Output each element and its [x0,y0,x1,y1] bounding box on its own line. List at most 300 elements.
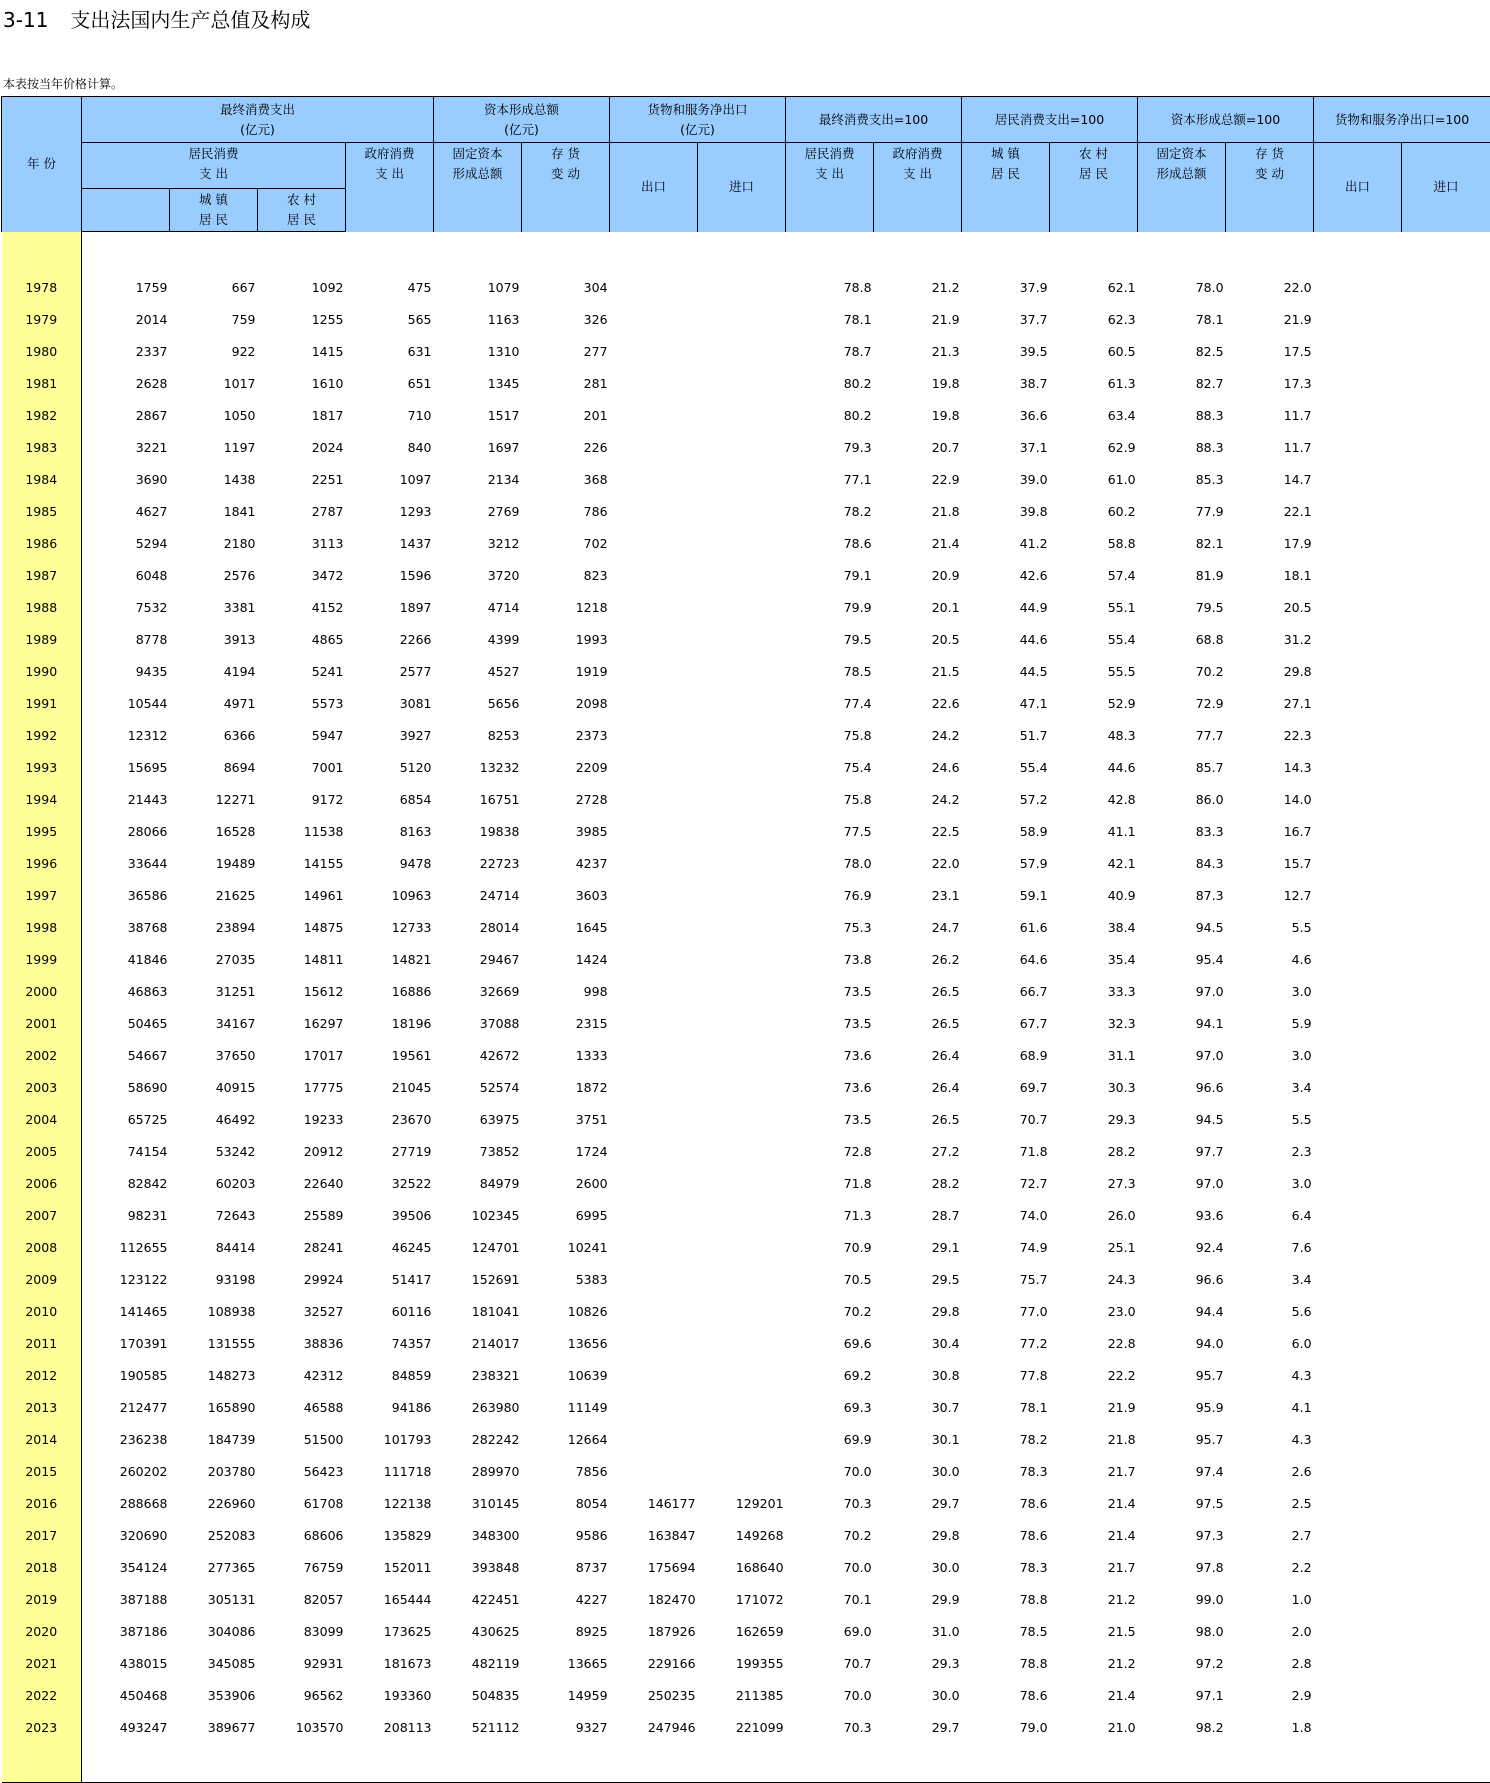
value-cell: 95.9 [1138,1392,1226,1424]
table-row [2,528,1490,560]
year-cell: 2006 [2,1168,82,1200]
value-cell: 77.9 [1138,496,1226,528]
value-cell: 21.2 [874,272,962,304]
value-cell: 3603 [522,880,610,912]
value-cell: 1415 [258,336,346,368]
value-cell: 922 [170,336,258,368]
value-cell: 21.5 [1050,1616,1138,1648]
value-cell: 70.2 [786,1520,874,1552]
value-cell: 2098 [522,688,610,720]
value-cell [698,1072,786,1104]
value-cell: 37.7 [962,304,1050,336]
table-row [2,1552,1490,1584]
year-cell: 1988 [2,592,82,624]
value-cell [1314,720,1402,752]
spacer-cell [170,1744,258,1783]
value-cell: 64.6 [962,944,1050,976]
value-cell: 482119 [434,1648,522,1680]
value-cell: 214017 [434,1328,522,1360]
table-row [2,1008,1490,1040]
value-cell: 37.9 [962,272,1050,304]
value-cell: 211385 [698,1680,786,1712]
spacer-cell [434,1744,522,1783]
value-cell [698,272,786,304]
value-cell [1314,496,1402,528]
value-cell: 57.2 [962,784,1050,816]
value-cell: 1333 [522,1040,610,1072]
value-cell: 72.9 [1138,688,1226,720]
value-cell: 94.5 [1138,912,1226,944]
value-cell: 66.7 [962,976,1050,1008]
value-cell: 149268 [698,1520,786,1552]
year-cell: 1999 [2,944,82,976]
value-cell [1314,880,1402,912]
value-cell: 72.8 [786,1136,874,1168]
value-cell: 170391 [82,1328,170,1360]
page-title [3,4,310,33]
value-cell: 65725 [82,1104,170,1136]
value-cell: 1092 [258,272,346,304]
table-row [2,1072,1490,1104]
value-cell: 521112 [434,1712,522,1744]
value-cell: 9586 [522,1520,610,1552]
value-cell [610,1328,698,1360]
value-cell [1314,688,1402,720]
value-cell: 84414 [170,1232,258,1264]
value-cell: 42.1 [1050,848,1138,880]
value-cell: 55.1 [1050,592,1138,624]
value-cell: 68606 [258,1520,346,1552]
value-cell: 78.5 [786,656,874,688]
value-cell: 226 [522,432,610,464]
value-cell: 29.8 [1226,656,1314,688]
value-cell [1402,1680,1490,1712]
header-rural: 农 村 居 民 [258,189,346,232]
value-cell: 998 [522,976,610,1008]
value-cell: 41.1 [1050,816,1138,848]
value-cell [1314,1392,1402,1424]
value-cell: 80.2 [786,368,874,400]
value-cell: 304 [522,272,610,304]
value-cell: 69.3 [786,1392,874,1424]
value-cell [1402,1328,1490,1360]
value-cell: 565 [346,304,434,336]
value-cell [610,880,698,912]
value-cell: 31.0 [874,1616,962,1648]
value-cell: 1759 [82,272,170,304]
spacer-cell [1226,232,1314,273]
value-cell: 55.4 [962,752,1050,784]
value-cell: 3381 [170,592,258,624]
value-cell [1402,400,1490,432]
header-net-exports: 货物和服务净出口 (亿元) [610,97,786,143]
value-cell: 9478 [346,848,434,880]
table-row [2,1232,1490,1264]
value-cell: 14821 [346,944,434,976]
value-cell [1402,1616,1490,1648]
year-cell: 2004 [2,1104,82,1136]
value-cell: 56423 [258,1456,346,1488]
value-cell: 21.3 [874,336,962,368]
value-cell: 250235 [610,1680,698,1712]
value-cell [1402,1264,1490,1296]
value-cell: 98231 [82,1200,170,1232]
spacer-cell [1050,232,1138,273]
value-cell [698,720,786,752]
value-cell: 34167 [170,1008,258,1040]
value-cell [1314,1648,1402,1680]
value-cell: 29.9 [874,1584,962,1616]
value-cell: 389677 [170,1712,258,1744]
table-row [2,1648,1490,1680]
value-cell [1402,368,1490,400]
value-cell: 5656 [434,688,522,720]
value-cell: 78.6 [962,1520,1050,1552]
value-cell [610,944,698,976]
value-cell [610,592,698,624]
table-row [2,1584,1490,1616]
value-cell: 38836 [258,1328,346,1360]
value-cell: 1993 [522,624,610,656]
value-cell: 16.7 [1226,816,1314,848]
value-cell: 14959 [522,1680,610,1712]
value-cell: 4.1 [1226,1392,1314,1424]
value-cell [610,496,698,528]
value-cell: 1255 [258,304,346,336]
value-cell: 475 [346,272,434,304]
value-cell [610,368,698,400]
value-cell: 21443 [82,784,170,816]
value-cell: 3.0 [1226,1040,1314,1072]
table-row [2,368,1490,400]
value-cell: 493247 [82,1712,170,1744]
value-cell: 3690 [82,464,170,496]
value-cell: 75.4 [786,752,874,784]
value-cell: 11149 [522,1392,610,1424]
value-cell: 97.1 [1138,1680,1226,1712]
value-cell: 1817 [258,400,346,432]
value-cell: 94186 [346,1392,434,1424]
value-cell: 21.9 [1226,304,1314,336]
value-cell: 55.5 [1050,656,1138,688]
value-cell: 26.4 [874,1040,962,1072]
value-cell [610,1360,698,1392]
year-cell: 2011 [2,1328,82,1360]
value-cell [1314,848,1402,880]
value-cell: 30.0 [874,1680,962,1712]
value-cell: 201 [522,400,610,432]
value-cell: 21.4 [1050,1520,1138,1552]
value-cell: 22640 [258,1168,346,1200]
value-cell: 68.9 [962,1040,1050,1072]
spacer-cell [786,232,874,273]
value-cell: 651 [346,368,434,400]
value-cell: 25589 [258,1200,346,1232]
value-cell [698,688,786,720]
year-cell: 1991 [2,688,82,720]
value-cell: 83099 [258,1616,346,1648]
value-cell: 25.1 [1050,1232,1138,1264]
value-cell [698,1328,786,1360]
value-cell: 85.7 [1138,752,1226,784]
value-cell: 14875 [258,912,346,944]
value-cell: 2134 [434,464,522,496]
value-cell: 48.3 [1050,720,1138,752]
table-row [2,880,1490,912]
value-cell: 21.5 [874,656,962,688]
value-cell: 5383 [522,1264,610,1296]
value-cell: 7532 [82,592,170,624]
value-cell: 1079 [434,272,522,304]
spacer-cell [698,1744,786,1783]
value-cell [1314,304,1402,336]
value-cell [610,1392,698,1424]
header-urban: 城 镇 居 民 [170,189,258,232]
value-cell: 7.6 [1226,1232,1314,1264]
value-cell: 6.4 [1226,1200,1314,1232]
value-cell: 1596 [346,560,434,592]
value-cell: 823 [522,560,610,592]
value-cell: 33644 [82,848,170,880]
value-cell: 5.5 [1226,1104,1314,1136]
table-row [2,1488,1490,1520]
value-cell [698,1456,786,1488]
value-cell: 2180 [170,528,258,560]
value-cell: 99.0 [1138,1584,1226,1616]
value-cell: 70.7 [962,1104,1050,1136]
value-cell: 5241 [258,656,346,688]
value-cell: 2577 [346,656,434,688]
value-cell: 50465 [82,1008,170,1040]
value-cell: 70.7 [786,1648,874,1680]
value-cell: 69.2 [786,1360,874,1392]
value-cell: 24.6 [874,752,962,784]
value-cell: 131555 [170,1328,258,1360]
value-cell [1402,1072,1490,1104]
value-cell: 260202 [82,1456,170,1488]
value-cell: 19.8 [874,368,962,400]
value-cell: 70.3 [786,1488,874,1520]
value-cell [698,656,786,688]
value-cell: 46492 [170,1104,258,1136]
value-cell: 88.3 [1138,432,1226,464]
value-cell: 30.1 [874,1424,962,1456]
value-cell [610,1200,698,1232]
value-cell: 97.2 [1138,1648,1226,1680]
spacer-cell [874,232,962,273]
value-cell [1402,944,1490,976]
value-cell [698,368,786,400]
value-cell: 75.8 [786,784,874,816]
table-row [2,1200,1490,1232]
value-cell: 88.3 [1138,400,1226,432]
value-cell: 353906 [170,1680,258,1712]
value-cell: 14.7 [1226,464,1314,496]
value-cell: 83.3 [1138,816,1226,848]
value-cell: 78.8 [962,1648,1050,1680]
spacer-cell [2,232,82,273]
value-cell [698,1424,786,1456]
value-cell: 2373 [522,720,610,752]
year-cell: 2012 [2,1360,82,1392]
year-cell: 2002 [2,1040,82,1072]
value-cell [610,464,698,496]
value-cell: 31.1 [1050,1040,1138,1072]
value-cell: 52.9 [1050,688,1138,720]
value-cell [610,1456,698,1488]
value-cell: 96562 [258,1680,346,1712]
value-cell: 3.0 [1226,976,1314,1008]
value-cell: 26.5 [874,1008,962,1040]
spacer-cell [610,1744,698,1783]
value-cell: 2728 [522,784,610,816]
value-cell [610,560,698,592]
value-cell: 71.8 [962,1136,1050,1168]
year-cell: 2010 [2,1296,82,1328]
value-cell: 1310 [434,336,522,368]
value-cell: 20.1 [874,592,962,624]
table-row [2,400,1490,432]
value-cell [1402,1360,1490,1392]
year-cell: 2000 [2,976,82,1008]
value-cell [1402,912,1490,944]
value-cell [1314,464,1402,496]
value-cell: 1017 [170,368,258,400]
value-cell: 786 [522,496,610,528]
value-cell [1314,1424,1402,1456]
value-cell: 21.9 [1050,1392,1138,1424]
value-cell: 10826 [522,1296,610,1328]
value-cell: 69.0 [786,1616,874,1648]
table-row [2,1360,1490,1392]
year-cell: 2008 [2,1232,82,1264]
value-cell [698,1008,786,1040]
value-cell [610,656,698,688]
spacer-cell [258,1744,346,1783]
value-cell: 21.7 [1050,1552,1138,1584]
value-cell: 86.0 [1138,784,1226,816]
value-cell: 163847 [610,1520,698,1552]
value-cell [698,976,786,1008]
value-cell: 19489 [170,848,258,880]
spacer-cell [434,232,522,273]
value-cell: 4.6 [1226,944,1314,976]
value-cell: 3927 [346,720,434,752]
value-cell [1314,816,1402,848]
value-cell: 41846 [82,944,170,976]
value-cell [1314,560,1402,592]
value-cell: 23894 [170,912,258,944]
table-row [2,560,1490,592]
value-cell [1314,1232,1402,1264]
value-cell [1402,1008,1490,1040]
header-pct-household: 居民消费 支 出 [786,143,874,232]
year-cell: 1980 [2,336,82,368]
value-cell: 1872 [522,1072,610,1104]
value-cell: 92.4 [1138,1232,1226,1264]
value-cell: 70.0 [786,1680,874,1712]
value-cell: 2576 [170,560,258,592]
value-cell: 710 [346,400,434,432]
value-cell [1402,272,1490,304]
value-cell: 22.3 [1226,720,1314,752]
value-cell: 20.9 [874,560,962,592]
value-cell: 326 [522,304,610,336]
value-cell [1314,656,1402,688]
value-cell: 9327 [522,1712,610,1744]
header-household-blank [82,189,170,232]
value-cell [698,1392,786,1424]
value-cell: 6366 [170,720,258,752]
value-cell: 97.3 [1138,1520,1226,1552]
value-cell [698,464,786,496]
value-cell: 38.4 [1050,912,1138,944]
value-cell [1314,944,1402,976]
value-cell: 93.6 [1138,1200,1226,1232]
value-cell: 10963 [346,880,434,912]
value-cell [610,848,698,880]
value-cell: 4627 [82,496,170,528]
value-cell [610,1008,698,1040]
value-cell: 55.4 [1050,624,1138,656]
value-cell: 52574 [434,1072,522,1104]
value-cell: 44.6 [1050,752,1138,784]
value-cell: 4527 [434,656,522,688]
year-cell: 1978 [2,272,82,304]
value-cell: 8694 [170,752,258,784]
value-cell: 61.0 [1050,464,1138,496]
value-cell: 22.8 [1050,1328,1138,1360]
value-cell: 79.9 [786,592,874,624]
value-cell [1402,1296,1490,1328]
value-cell: 60203 [170,1168,258,1200]
value-cell: 4227 [522,1584,610,1616]
value-cell: 94.5 [1138,1104,1226,1136]
table-row [2,1168,1490,1200]
value-cell: 21.4 [1050,1488,1138,1520]
value-cell [610,1040,698,1072]
table-title: 支出法国内生产总值及构成 [70,8,310,32]
value-cell [610,432,698,464]
year-cell: 1984 [2,464,82,496]
value-cell: 73.8 [786,944,874,976]
table-row [2,1424,1490,1456]
gdp-expenditure-table [1,96,1490,1783]
value-cell: 14961 [258,880,346,912]
value-cell: 146177 [610,1488,698,1520]
value-cell: 122138 [346,1488,434,1520]
value-cell: 97.0 [1138,1168,1226,1200]
value-cell: 148273 [170,1360,258,1392]
value-cell: 32522 [346,1168,434,1200]
value-cell: 21625 [170,880,258,912]
value-cell: 17017 [258,1040,346,1072]
value-cell: 68.8 [1138,624,1226,656]
value-cell: 2014 [82,304,170,336]
value-cell: 288668 [82,1488,170,1520]
table-row [2,1680,1490,1712]
value-cell: 438015 [82,1648,170,1680]
value-cell [1402,1424,1490,1456]
table-row [2,624,1490,656]
value-cell: 2266 [346,624,434,656]
value-cell: 79.1 [786,560,874,592]
value-cell: 77.2 [962,1328,1050,1360]
value-cell: 5120 [346,752,434,784]
value-cell: 247946 [610,1712,698,1744]
value-cell: 1841 [170,496,258,528]
value-cell: 39506 [346,1200,434,1232]
